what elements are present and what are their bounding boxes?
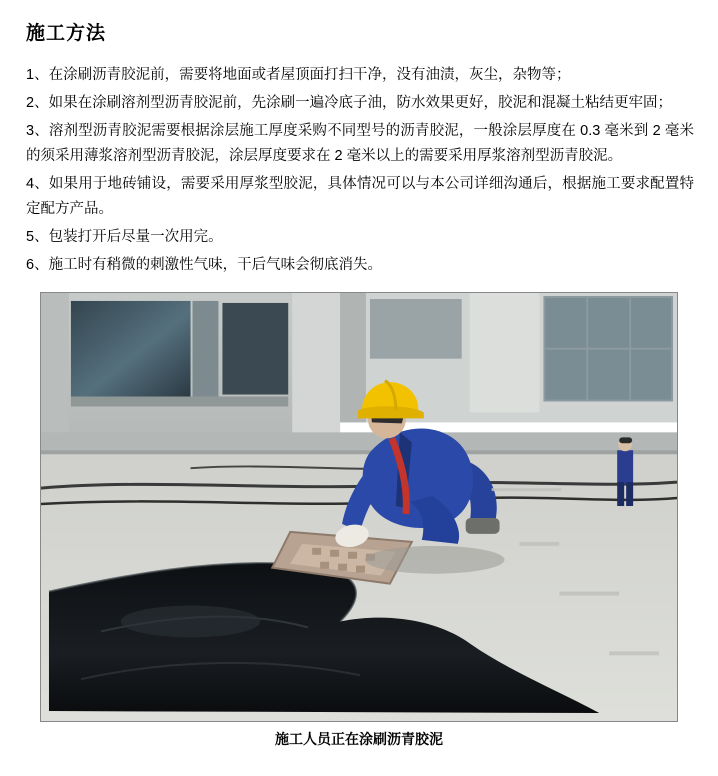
figure-caption: 施工人员正在涂刷沥青胶泥: [275, 731, 443, 747]
paragraph-3: 3、溶剂型沥青胶泥需要根据涂层施工厚度采购不同型号的沥青胶泥，一般涂层厚度在 0.3 毫米到 2 毫米的须采用薄浆溶剂型沥青胶泥，涂层厚度要求在 2 毫米以上的需要采用厚浆溶剂型沥青胶泥。: [26, 123, 694, 164]
construction-photo: [40, 292, 678, 722]
paragraph-2: 2、如果在涂刷溶剂型沥青胶泥前，先涂刷一遍冷底子油，防水效果更好，胶泥和混凝土粘结更牢固；: [26, 95, 673, 111]
page-title: 施工方法: [26, 23, 107, 44]
paragraph-4: 4、如果用于地砖铺设，需要采用厚浆型胶泥，具体情况可以与本公司详细沟通后，根据施工要求配置特定配方产品。: [26, 176, 694, 217]
paragraph-6: 6、施工时有稍微的刺激性气味，干后气味会彻底消失。: [26, 257, 383, 273]
figure: [40, 292, 678, 749]
paragraph-1: 1、在涂刷沥青胶泥前，需要将地面或者屋顶面打扫干净，没有油渍，灰尘，杂物等；: [26, 67, 571, 83]
paragraph-5: 5、包装打开后尽量一次用完。: [26, 229, 223, 245]
